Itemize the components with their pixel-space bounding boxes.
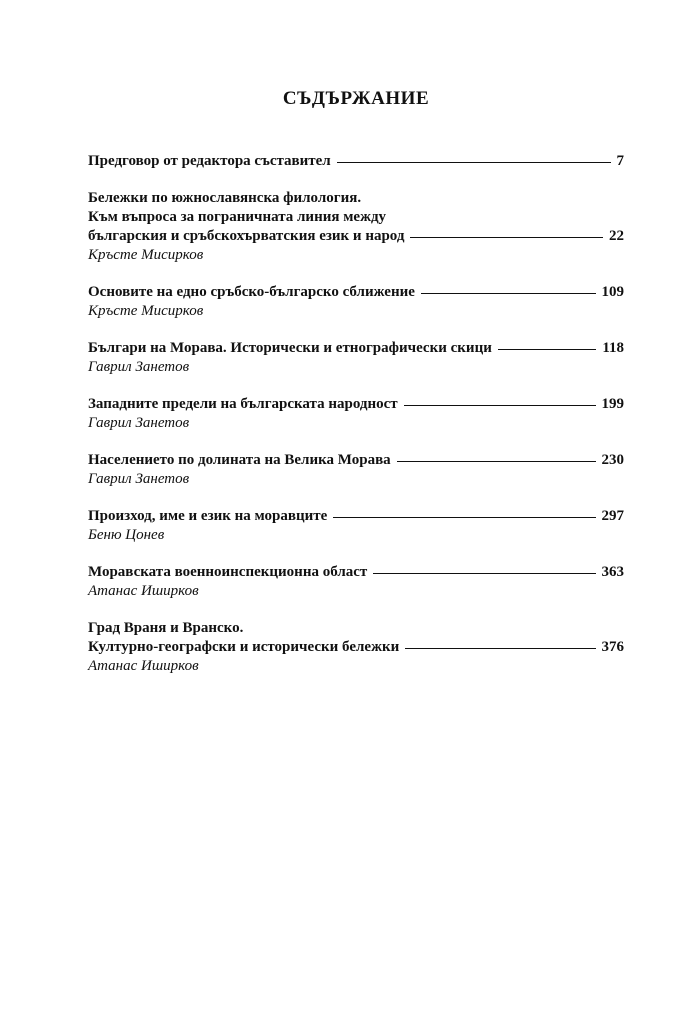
toc-entry-title-row (88, 339, 624, 358)
toc-entry-title: Основите на едно сръбско-българско сближение (88, 284, 415, 300)
toc-entry (88, 152, 624, 171)
toc-entry-title-line: Към въпроса за пограничната линия между (88, 209, 387, 225)
toc-entry (88, 563, 624, 601)
toc-entry-page-number: 118 (602, 340, 624, 356)
toc-entry-title-row (88, 283, 624, 302)
toc-entry-title-row (88, 395, 624, 414)
toc-entry (88, 619, 624, 676)
toc-entry-title-row (88, 563, 624, 582)
toc-entry-page-number: 199 (601, 396, 624, 412)
toc-entry-page-number: 230 (601, 452, 624, 468)
page-title: СЪДЪРЖАНИЕ (282, 88, 430, 109)
toc-entry-title-row (88, 152, 624, 171)
toc-entry-page-number: 376 (601, 639, 624, 655)
toc-entry-title: Западните предели на българската народност (88, 396, 398, 412)
toc-entry-page-number: 109 (601, 284, 624, 300)
toc-entry-title-line: Град Враня и Вранско. (88, 620, 244, 636)
toc-entry-page-number: 363 (601, 564, 624, 580)
toc-entry-author: Атанас Иширков (88, 583, 199, 599)
leader-line (421, 293, 596, 294)
toc-entry-author: Гаврил Занетов (88, 415, 190, 431)
toc-entry (88, 339, 624, 377)
toc-entry-title-row (88, 227, 624, 246)
toc-entry (88, 507, 624, 545)
toc-entry-author: Беню Цонев (88, 527, 165, 543)
toc-entry-title: българския и сръбскохърватския език и народ (88, 228, 405, 244)
toc-entry (88, 451, 624, 489)
toc-entry-author: Кръсте Мисирков (88, 247, 204, 263)
toc-entry-title-row (88, 638, 624, 657)
toc-entry-title-line: Бележки по южнославянска филология. (88, 190, 362, 206)
leader-line (404, 405, 596, 406)
leader-line (410, 237, 603, 238)
leader-line (337, 162, 611, 163)
leader-line (333, 517, 595, 518)
toc-entry (88, 395, 624, 433)
toc-entry-title: Предговор от редактора съставител (88, 153, 331, 169)
toc-entry-title: Произход, име и език на моравците (88, 508, 328, 524)
table-of-contents-page (88, 88, 624, 694)
leader-line (397, 461, 596, 462)
toc-entry-author: Кръсте Мисирков (88, 303, 204, 319)
toc-entry-author: Атанас Иширков (88, 658, 199, 674)
toc-entry-page-number: 297 (601, 508, 624, 524)
toc-entry-page-number: 7 (616, 153, 624, 169)
toc-entry-title-row (88, 507, 624, 526)
toc-entry-author: Гаврил Занетов (88, 359, 190, 375)
toc-entry-title: Българи на Морава. Исторически и етнографически скици (88, 340, 492, 356)
toc-entry-title: Културно-географски и исторически бележки (88, 639, 400, 655)
toc-entry-page-number: 22 (609, 228, 624, 244)
leader-line (405, 648, 595, 649)
toc-entry-title: Населението по долината на Велика Морава (88, 452, 391, 468)
toc-entry-title-row (88, 451, 624, 470)
toc-entry (88, 283, 624, 321)
toc-entry (88, 189, 624, 265)
toc-entry-title: Моравската военноинспекционна област (88, 564, 368, 580)
toc-entry-author: Гаврил Занетов (88, 471, 190, 487)
leader-line (498, 349, 596, 350)
leader-line (373, 573, 595, 574)
